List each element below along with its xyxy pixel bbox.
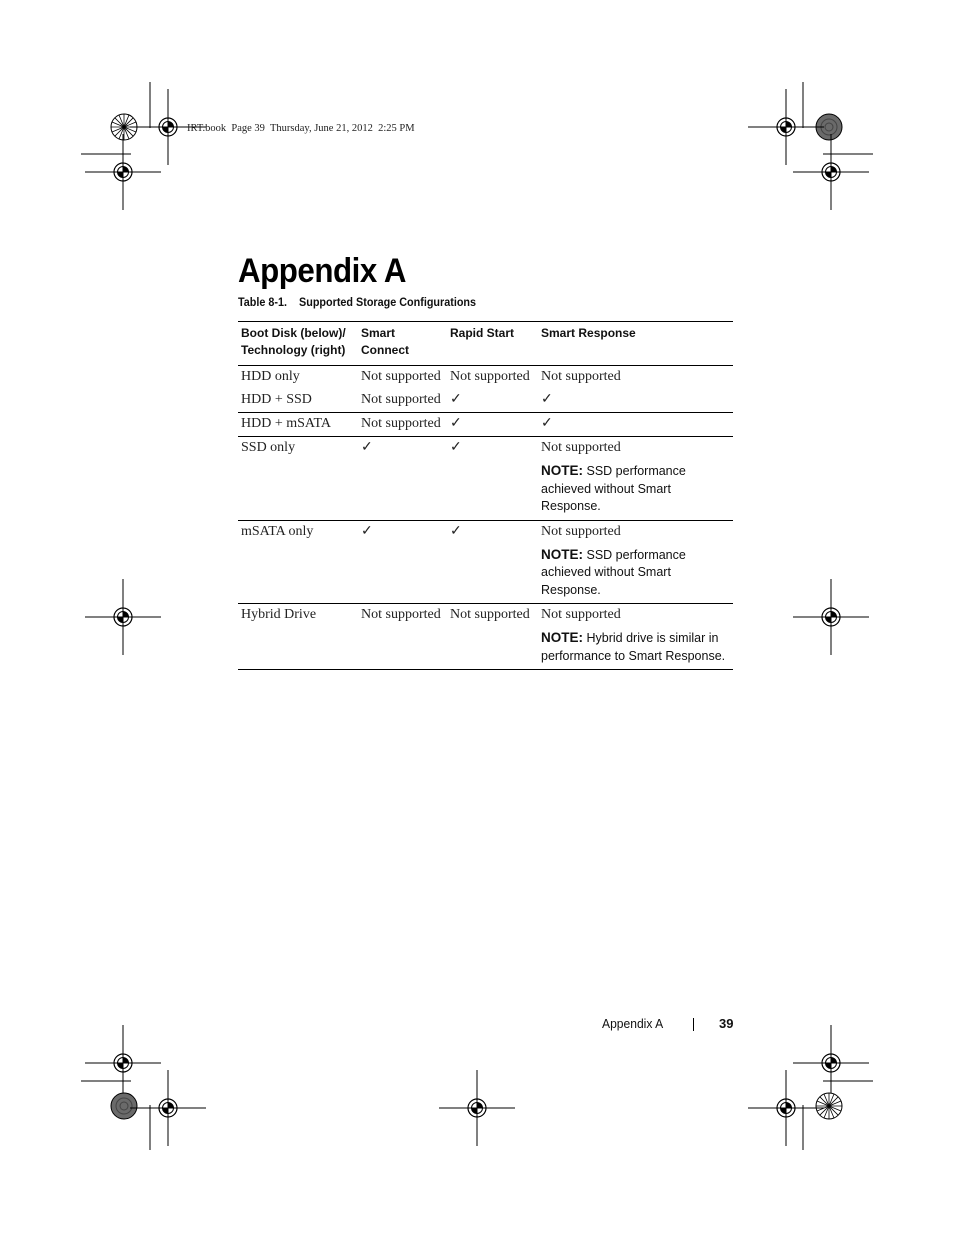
check-icon: ✓ [447,520,538,604]
table-row [238,604,733,670]
cell-smart-response: Not supported [541,369,621,384]
header-rapid-start: Rapid Start [447,322,538,366]
cell-disk: mSATA only [238,520,358,604]
footer-section-label: Appendix A [602,1016,664,1031]
cell-smart-connect: Not supported [358,389,447,413]
registration-mark-icon [748,89,824,165]
cell-smart-response [538,520,733,604]
star-target-icon [816,1093,842,1119]
cell-smart-connect: Not supported [358,604,447,670]
cell-smart-connect: Not supported [358,413,447,437]
table-caption: Table 8-1. Supported Storage Configurations [238,295,477,309]
note [541,462,730,516]
table-row [238,389,733,413]
registration-mark-icon [85,134,161,210]
check-icon: ✓ [447,413,538,437]
registration-mark-icon [85,1025,161,1101]
cell-disk: Hybrid Drive [238,604,358,670]
registration-mark-icon [793,1025,869,1101]
check-icon: ✓ [538,413,733,437]
cell-smart-response-value: Not supported [541,607,621,622]
cell-smart-connect: Not supported [361,369,441,384]
check-icon: ✓ [358,520,447,604]
note [541,629,730,665]
cell-disk: HDD only [241,369,300,384]
cell-smart-response-value: Not supported [541,440,621,455]
check-icon: ✓ [358,437,447,521]
note-label: NOTE: [541,630,583,645]
registration-mark-icon [793,134,869,210]
cell-rapid-start: Not supported [447,604,538,670]
note-text: SSD performance achieved without Smart Response. [541,547,686,597]
footer-divider [693,1018,694,1031]
print-slug: IRT.book Page 39 Thursday, June 21, 2012 2:25 PM [187,123,415,134]
table-header-row [238,322,733,366]
table-row [238,413,733,437]
check-icon: ✓ [447,389,538,413]
registration-mark-icon [130,1070,206,1146]
page-number: 39 [719,1016,734,1031]
note-label: NOTE: [541,463,583,478]
cell-disk: HDD + mSATA [238,413,358,437]
registration-mark-icon [439,1070,515,1146]
cell-smart-response [538,604,733,670]
cell-rapid-start: Not supported [450,369,530,384]
header-smart-response: Smart Response [538,322,733,366]
header-boot-disk [238,322,358,366]
note-text: Hybrid drive is similar in performance to Smart Response. [541,631,726,663]
cell-smart-response-value: Not supported [541,523,621,539]
table-row [238,366,733,390]
note [541,546,730,600]
storage-config-table [238,321,733,670]
table-row [238,437,733,521]
note-label: NOTE: [541,546,583,562]
color-target-icon [111,1093,137,1119]
registration-mark-icon [793,579,869,655]
registration-mark-icon [748,1070,824,1146]
check-icon: ✓ [447,437,538,521]
header-boot-disk-line2: Technology (right) [241,343,346,357]
registration-mark-icon [85,579,161,655]
cell-disk: SSD only [238,437,358,521]
page-title: Appendix A [238,252,407,290]
note-text: SSD performance achieved without Smart Response. [541,464,686,513]
table-row [238,520,733,604]
cell-smart-response [538,437,733,521]
cell-disk: HDD + SSD [238,389,358,413]
header-smart-connect: Smart Connect [358,322,447,366]
check-icon: ✓ [538,389,733,413]
header-boot-disk-line1: Boot Disk (below)/ [241,326,346,340]
